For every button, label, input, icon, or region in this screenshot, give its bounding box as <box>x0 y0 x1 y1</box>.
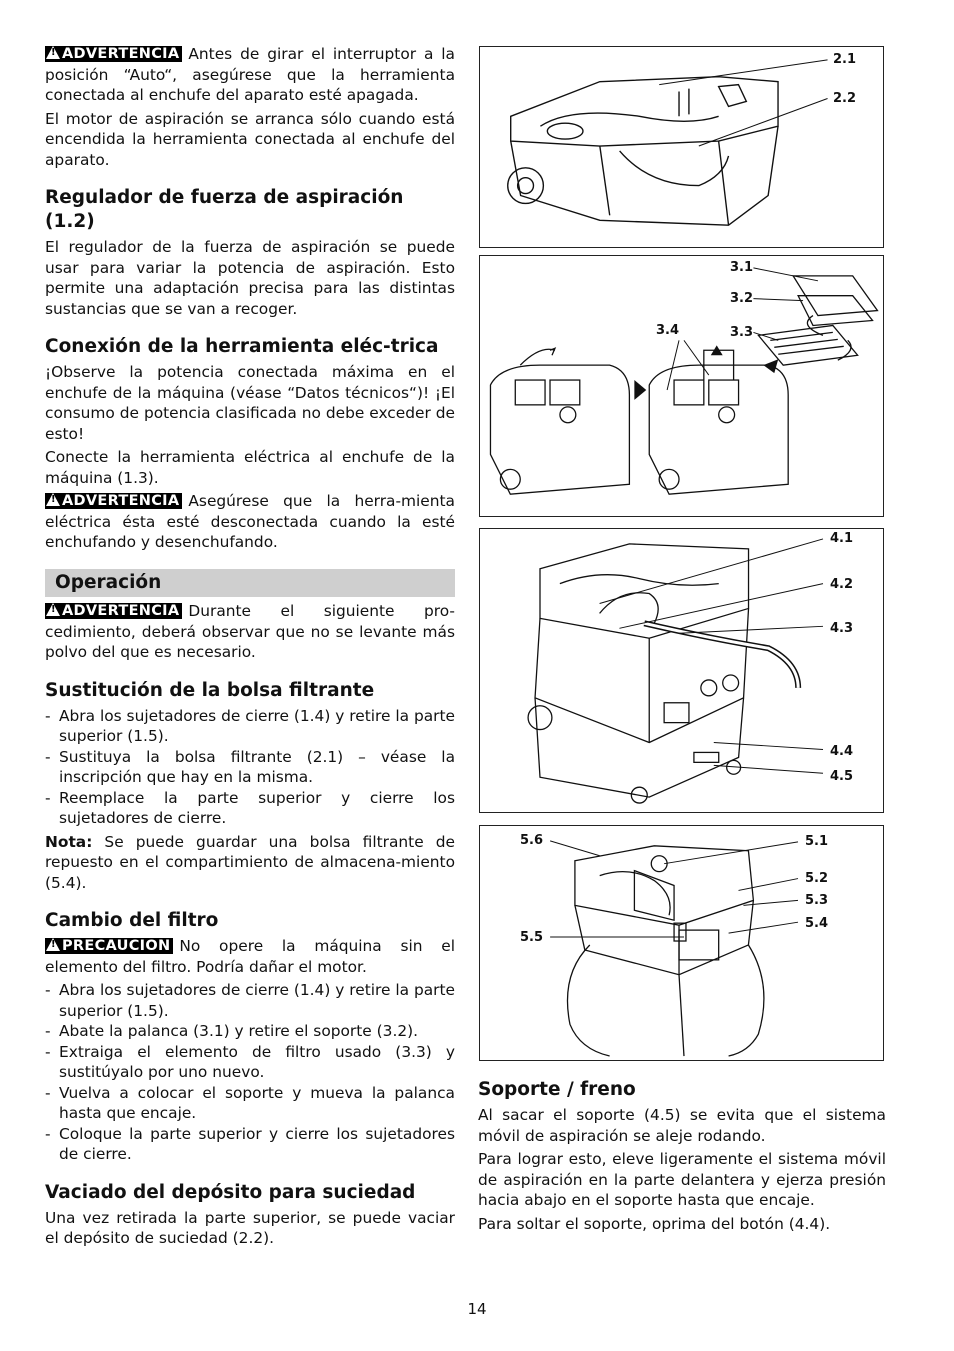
heading-conexion: Conexión de la herramienta eléc-trica <box>45 336 439 357</box>
warning-triangle-icon <box>46 603 60 616</box>
label-5-2: 5.2 <box>805 871 829 886</box>
paragraph-soporte-3: Para soltar el soporte, oprima del botón (4.4). <box>478 1214 831 1233</box>
list-bolsa <box>45 706 455 829</box>
warning-paragraph-switch: !ADVERTENCIA Antes de girar el interruptor a la posición “Auto“, asegúrese que la herramienta conectada al enchufe del aparato esté apagada. <box>45 44 455 106</box>
list-item: - Abra los sujetadores de cierre (1.4) y retire la parte superior (1.5). <box>45 980 455 1021</box>
warning-badge: !ADVERTENCIA <box>45 603 182 619</box>
paragraph-regulador: El regulador de la fuerza de aspiración se puede usar para variar la potencia de aspiración. Esto permite una adaptación precisa para las distintas sustancias que se van a recoger. <box>45 238 455 318</box>
list-filtro <box>45 980 455 1165</box>
label-3-1: 3.1 <box>730 260 754 275</box>
label-5-6: 5.6 <box>520 833 544 848</box>
label-3-4: 3.4 <box>656 323 680 338</box>
figure-3-drawing <box>480 256 883 516</box>
right-column <box>478 1078 886 1237</box>
heading-regulador: Regulador de fuerza de aspiración (1.2) <box>45 187 404 232</box>
label-4-2: 4.2 <box>830 577 854 592</box>
list-item: - Abate la palanca (3.1) y retire el soporte (3.2). <box>45 1021 455 1042</box>
list-item: - Vuelva a colocar el soporte y mueva la palanca hasta que encaje. <box>45 1083 455 1124</box>
list-item: - Coloque la parte superior y cierre los sujetadores de cierre. <box>45 1124 455 1165</box>
figure-2-drawing <box>480 47 883 247</box>
list-item: - Reemplace la parte superior y cierre los sujetadores de cierre. <box>45 788 455 829</box>
section-bar-operacion: Operación <box>45 569 455 598</box>
warning-badge: !ADVERTENCIA <box>45 46 182 62</box>
label-3-3: 3.3 <box>730 325 754 340</box>
heading-soporte: Soporte / freno <box>478 1079 636 1100</box>
paragraph-soporte-2: Para lograr esto, eleve ligeramente el sistema móvil de aspiración en la parte delantera y ejerza presión hacia abajo en el soporte hasta que encaje. <box>478 1150 886 1209</box>
paragraph-conexion-2: Conecte la herramienta eléctrica al enchufe de la máquina (1.3). <box>45 448 455 487</box>
heading-vaciado: Vaciado del depósito para suciedad <box>45 1181 416 1203</box>
label-4-1: 4.1 <box>830 531 854 546</box>
heading-bolsa: Sustitución de la bolsa filtrante <box>45 679 375 701</box>
label-2-1: 2.1 <box>833 52 857 67</box>
label-4-3: 4.3 <box>830 621 854 636</box>
figure-4 <box>479 528 884 813</box>
caution-badge: !PRECAUCION <box>45 938 173 954</box>
caution-paragraph-filtro: !PRECAUCION No opere la máquina sin el elemento del filtro. Podría dañar el motor. <box>45 936 455 977</box>
label-3-2: 3.2 <box>730 291 754 306</box>
list-item: - Abra los sujetadores de cierre (1.4) y retire la parte superior (1.5). <box>45 706 455 747</box>
label-5-5: 5.5 <box>520 930 544 945</box>
left-column <box>45 44 455 1252</box>
label-2-2: 2.2 <box>833 91 857 106</box>
label-5-4: 5.4 <box>805 916 829 931</box>
label-5-1: 5.1 <box>805 834 829 849</box>
paragraph-motor: El motor de aspiración se arranca sólo cuando está encendida la herramienta conectada al enchufe del aparato. <box>45 109 455 169</box>
figure-3 <box>479 255 884 517</box>
warning-paragraph-operacion: !ADVERTENCIA Durante el siguiente pro-cedimiento, deberá observar que no se levante más polvo del que es necesario. <box>45 601 455 663</box>
paragraph-soporte-1: Al sacar el soporte (4.5) se evita que el sistema móvil de aspiración se aleje rodando. <box>478 1106 886 1145</box>
warning-triangle-icon <box>46 493 60 506</box>
figure-2 <box>479 46 884 248</box>
warning-badge: !ADVERTENCIA <box>45 493 182 509</box>
warning-paragraph-conexion: !ADVERTENCIA Asegúrese que la herra-mienta eléctrica ésta esté desconectada cuando la esté enchufando y desenchufando. <box>45 491 455 553</box>
figure-4-drawing <box>480 529 883 812</box>
list-item: - Extraiga el elemento de filtro usado (3.3) y sustitúyalo por uno nuevo. <box>45 1042 455 1083</box>
warning-triangle-icon <box>46 938 60 951</box>
paragraph-vaciado: Una vez retirada la parte superior, se puede vaciar el depósito de suciedad (2.2). <box>45 1208 455 1247</box>
page-number: 14 <box>467 1300 487 1318</box>
list-item: - Sustituya la bolsa filtrante (2.1) – véase la inscripción que hay en la misma. <box>45 747 455 788</box>
label-4-4: 4.4 <box>830 744 854 759</box>
paragraph-conexion-1: ¡Observe la potencia conectada máxima en el enchufe de la máquina (véase “Datos técnicos“)! ¡El consumo de potencia clasificada no debe exceder de esto! <box>45 363 455 443</box>
label-5-3: 5.3 <box>805 893 829 908</box>
label-4-5: 4.5 <box>830 769 854 784</box>
warning-triangle-icon <box>46 46 60 59</box>
heading-filtro: Cambio del filtro <box>45 910 219 931</box>
figure-5 <box>479 825 884 1061</box>
paragraph-nota: Nota: Se puede guardar una bolsa filtrante de repuesto en el compartimiento de almacena-miento (5.4). <box>45 832 455 892</box>
